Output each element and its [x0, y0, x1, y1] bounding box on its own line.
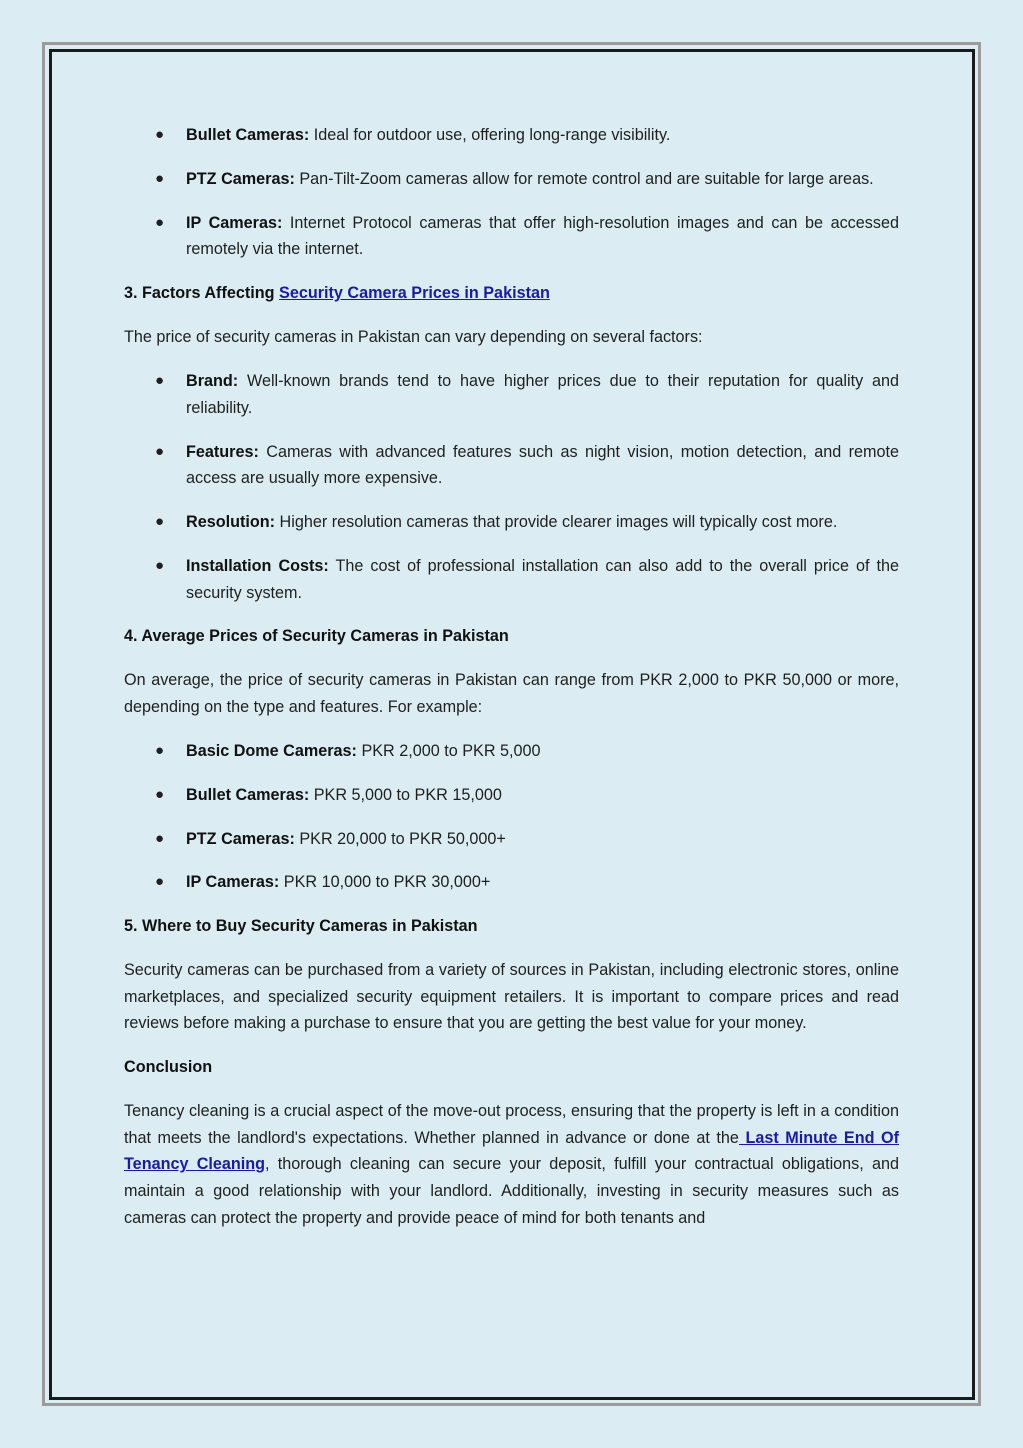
bullet-icon: ● — [155, 873, 165, 891]
list-item: ● PTZ Cameras: Pan-Tilt-Zoom cameras allow for remote control and are suitable for large areas. — [124, 166, 899, 193]
security-camera-prices-link[interactable]: Security Camera Prices in Pakistan — [279, 284, 550, 303]
bullet-icon: ● — [155, 126, 165, 143]
section5-heading: 5. Where to Buy Security Cameras in Pakistan — [124, 917, 478, 936]
prices-list — [124, 738, 899, 896]
conclusion-heading: Conclusion — [124, 1058, 213, 1077]
section3-heading: 3. Factors Affecting Security Camera Prices in Pakistan — [124, 284, 550, 303]
list-item: ● Features: Cameras with advanced features such as night vision, motion detection, and remote access are usually more expensive. — [124, 439, 899, 492]
camera-types-list — [124, 122, 899, 263]
section4-intro: On average, the price of security cameras in Pakistan can range from PKR 2,000 to PKR 50,000 or more, depending on the type and features. For example: — [124, 671, 899, 716]
bullet-icon: ● — [155, 829, 165, 847]
list-item: ● Bullet Cameras: Ideal for outdoor use, offering long-range visibility. — [124, 122, 899, 149]
section4-heading: 4. Average Prices of Security Cameras in Pakistan — [124, 627, 509, 646]
section5-body: Security cameras can be purchased from a variety of sources in Pakistan, including electronic stores, online marketplaces, and specialized security equipment retailers. It is important to compare prices and read reviews before making a purchase to ensure that you are getting the best value for your money. — [124, 961, 899, 1033]
document-body — [124, 122, 899, 1248]
bullet-icon: ● — [155, 372, 165, 390]
section3-intro: The price of security cameras in Pakistan can vary depending on several factors: — [124, 328, 703, 347]
list-item: ● Brand: Well-known brands tend to have higher prices due to their reputation for quality and reliability. — [124, 368, 899, 421]
bullet-icon: ● — [155, 513, 165, 531]
bullet-icon: ● — [155, 213, 165, 231]
list-item: ● IP Cameras: Internet Protocol cameras that offer high-resolution images and can be accessed remotely via the internet. — [124, 210, 899, 263]
bullet-icon: ● — [155, 556, 165, 574]
list-item: ● IP Cameras: PKR 10,000 to PKR 30,000+ — [124, 869, 899, 896]
bullet-icon: ● — [155, 741, 165, 759]
list-item: ● Basic Dome Cameras: PKR 2,000 to PKR 5,000 — [124, 738, 899, 765]
last-minute-cleaning-link[interactable]: Last Minute End Of Tenancy Cleaning — [124, 1128, 900, 1174]
bullet-icon: ● — [155, 785, 165, 803]
factors-list — [124, 368, 899, 606]
list-item: ● Bullet Cameras: PKR 5,000 to PKR 15,000 — [124, 782, 899, 809]
bullet-icon: ● — [155, 169, 165, 187]
list-item: ● Resolution: Higher resolution cameras that provide clearer images will typically cost more. — [124, 509, 899, 536]
list-item: ● Installation Costs: The cost of professional installation can also add to the overall price of the security system. — [124, 553, 899, 606]
list-item: ● PTZ Cameras: PKR 20,000 to PKR 50,000+ — [124, 826, 899, 853]
bullet-icon: ● — [155, 442, 165, 460]
conclusion-body: Tenancy cleaning is a crucial aspect of the move-out process, ensuring that the property is left in a condition that meets the landlord's expectations. Whether planned in advance or done at the Last Minute End Of Tenancy Cleaning, thorough cleaning can secure your deposit, fulfill your contractual obligations, and maintain a good relationship with your landlord. Additionally, investing in security measures such as cameras can protect the property and provide peace of mind for both tenants and — [124, 1102, 900, 1227]
